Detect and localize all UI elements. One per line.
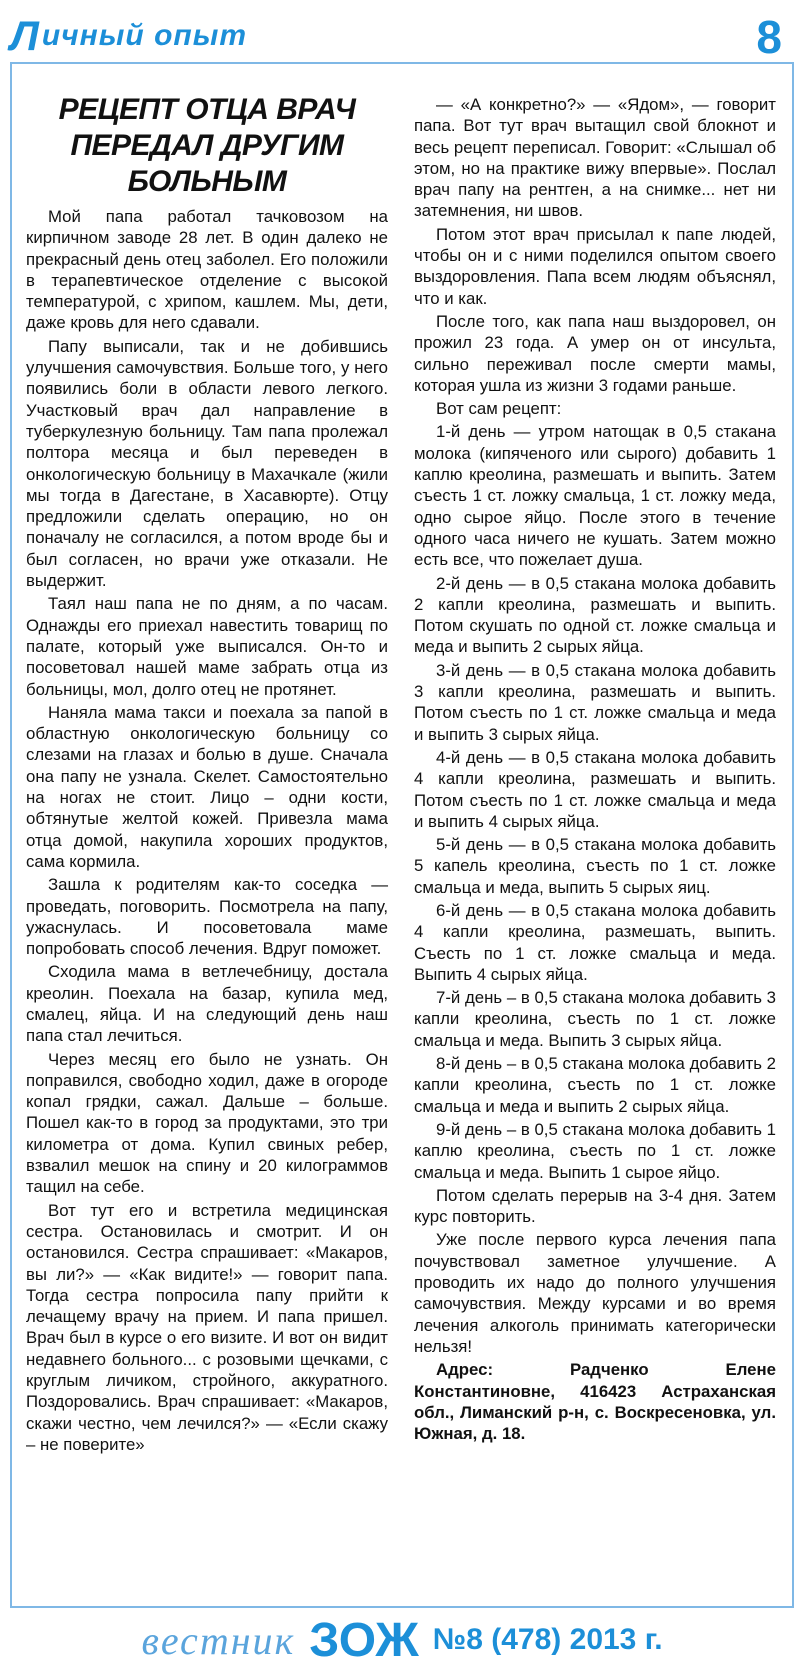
- rubric-first-letter: Л: [10, 12, 40, 59]
- paragraph: — «А конкретно?» — «Ядом», — говорит папа. Вот тут врач вытащил свой блокнот и весь рецепт переписал. Говорит: «Слышал об этом, но на практике вижу впервые». Послал врач папу на рентген, а на снимке... нет ни затемнения, ни швов.: [414, 95, 776, 221]
- paragraph: 9-й день – в 0,5 стакана молока добавить 1 каплю креолина, съесть по 1 ст. ложке смальца и меда. Выпить 1 сырое яйцо.: [414, 1119, 776, 1182]
- page-number: 8: [756, 11, 782, 63]
- page-header: [10, 10, 794, 66]
- paragraph: 4-й день — в 0,5 стакана молока добавить 4 капли креолина, размешать и выпить. Потом съесть по 1 ст. ложке смальца и меда и выпить 4 сырых яйца.: [414, 747, 776, 831]
- paragraph: Наняла мама такси и поехала за папой в областную онкологическую больницу со слезами на глазах и болью в душе. Сначала она папу не узнала. Скелет. Самостоятельно на ногах не стоит. Лицо – одни кости, обтянутые желтой кожей. Привезла мама отца домой, накупила хороших продуктов, сама кормила.: [26, 702, 388, 871]
- article-headline: РЕЦЕПТ ОТЦА ВРАЧ ПЕРЕДАЛ ДРУГИМ БОЛЬНЫМ: [58, 93, 356, 198]
- paragraph: Потом сделать перерыв на 3-4 дня. Затем курс повторить.: [414, 1185, 776, 1227]
- paragraph: Вот сам рецепт:: [436, 399, 562, 419]
- brand-script-title: вестник: [141, 1617, 296, 1663]
- right-column-body: [414, 94, 776, 1357]
- paragraph: Вот тут его и встретила медицинская сестра. Остановилась и смотрит. И он остановился. Сестра спрашивает: «Макаров, вы ли?» — «Как видите!» — говорит папа. Тогда сестра попросила папу прийти к лечащему врачу на прием. И папа пришел. Врач был в курсе о его визите. И вот он видит недавнего больного... с розовыми щечками, с круглым личиком, стройного, аккуратного. Поздоровались. Врач спрашивает: «Макаров, скажи честно, чем лечился?» — «Если скажу – не поверите»: [26, 1200, 388, 1454]
- paragraph: 3-й день — в 0,5 стакана молока добавить 3 капли креолина, размешать и выпить. Потом съесть по 1 ст. ложке смальца и меда и выпить 3 сырых яйца.: [414, 660, 776, 744]
- author-address: Адрес: Радченко Елене Константиновне, 416423 Астраханская обл., Лиманский р-н, с. Воскресеновка, ул. Южная, д. 18.: [414, 1360, 776, 1444]
- paragraph: 8-й день – в 0,5 стакана молока добавить 2 капли креолина, съесть по 1 ст. ложке смальца и меда и выпить 2 сырых яйца.: [414, 1054, 776, 1116]
- paragraph: После того, как папа наш выздоровел, он прожил 23 года. А умер он от инсульта, сильно переживал после смерти мамы, которая ушла из жизни 3 годами раньше.: [414, 311, 776, 395]
- issue-number: №8 (478) 2013 г.: [432, 1623, 663, 1656]
- rubric-title: [10, 12, 247, 60]
- paragraph: Таял наш папа не по дням, а по часам. Однажды его приехал навестить товарищ по палате, который уже выписался. Он-то и посоветовал нашей маме забрать отца из больницы, мол, долго отец не протянет.: [26, 594, 388, 699]
- brand-bold-title: ЗОЖ: [309, 1613, 419, 1667]
- left-column-body: [26, 206, 388, 1455]
- right-column: [414, 94, 776, 1446]
- paragraph: 5-й день — в 0,5 стакана молока добавить 5 капель креолина, съесть по 1 ст. ложке смальца и меда, выпить 5 сырых яиц.: [414, 835, 776, 897]
- paragraph: Мой папа работал тачковозом на кирпичном заводе 28 лет. В один далеко не прекрасный день отец заболел. Его положили в терапевтическое отделение с высокой температурой, с хрипом, кашлем. Мы, дети, даже кровь для него сдавали.: [26, 207, 388, 333]
- paragraph: Сходила мама в ветлечебницу, достала креолин. Поехала на базар, купила мед, смалец, яйца. И на следующий день наш папа стал лечиться.: [26, 962, 388, 1046]
- paragraph: 2-й день — в 0,5 стакана молока добавить 2 капли креолина, размешать и выпить. Потом скушать по одной ст. ложке смальца и меда и выпить 2 сырых яйца.: [414, 573, 776, 657]
- page-footer: [10, 1612, 794, 1668]
- paragraph: 6-й день — в 0,5 стакана молока добавить 4 капли креолина, размешать, выпить. Съесть по 1 ст. ложке смальца и меда. Выпить 4 сырых яйца.: [414, 900, 776, 984]
- left-column: [26, 92, 388, 1457]
- paragraph: Зашла к родителям как-то соседка — проведать, поговорить. Посмотрела на папу, ужаснулась. И посоветовала маме попробовать способ лечения. Вдруг поможет.: [26, 875, 388, 959]
- paragraph: Уже после первого курса лечения папа почувствовал заметное улучшение. А проводить их надо до полного улучшения самочувствия. Между курсами и во время лечения алкоголь принимать категорически нельзя!: [414, 1230, 776, 1356]
- paragraph: 1-й день — утром натощак в 0,5 стакана молока (кипяченого или сырого) добавить 1 каплю креолина, размешать и выпить. Затем съесть 1 ст. ложку смальца, 1 ст. ложку меда, одно сырое яйцо. После этого в течение одного часа ничего не кушать. Затем можно есть все, что пожелает душа.: [414, 422, 776, 570]
- paragraph: Через месяц его было не узнать. Он поправился, свободно ходил, даже в огороде копал грядки, сажал. Дальше – больше. Пошел как-то в город за продуктами, это три километра от дома. Купил свиных ребер, взвалил мешок на спину и 20 килограммов тащил на себе.: [26, 1049, 388, 1197]
- rubric-rest: ичный опыт: [41, 19, 248, 52]
- paragraph: Папу выписали, так и не добившись улучшения самочувствия. Больше того, у него появились боли в области левого легкого. Участковый врач дал направление в туберкулезную больницу. Там папа пролежал полтора месяца и был переведен в онкологическую больницу в Махачкале (жили мы тогда в Дагестане, в Хасавюрте). Отцу предложили сделать операцию, но он поначалу не согласился, а потом вроде бы и был согласен, но врачи уже отказали. Не выдержит.: [26, 336, 388, 591]
- paragraph: 7-й день – в 0,5 стакана молока добавить 3 капли креолина, съесть по 1 ст. ложке смальца и меда. Выпить 3 сырых яйца.: [414, 988, 776, 1050]
- paragraph: Потом этот врач присылал к папе людей, чтобы он и с ними поделился опытом своего выздоровления. Папа всем людям объяснял, что и как.: [414, 224, 776, 308]
